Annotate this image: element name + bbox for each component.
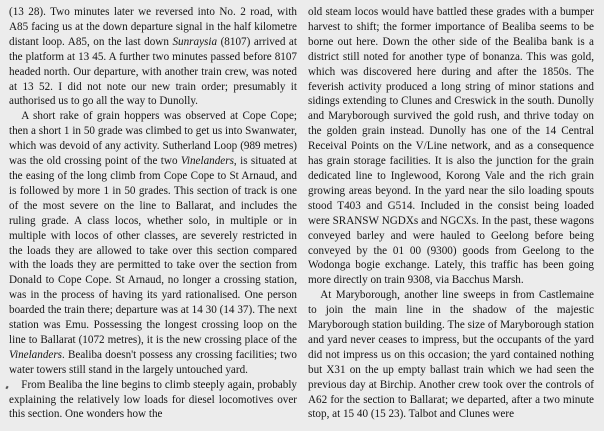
text-run: , is situated at the easing of the long climb from Cope Cope to St Arnaud, and is followed by more 1 in 50 grades. This section of track is one of the most severe on the line to Ballarat, and includes the ruling grade. A class locos, whether solo, in multiple or in multiple with locos of other classes, are severely restricted in the loads they are allowed to take over this section compared with the loads they are permitted to take over the section from Donald to Cope Cope. St Arnaud, no longer a crossing station, was in the process of having its yard rationalised. One person boarded the train there; departure was at 14 30 (14 37). The next station was Emu. Possessing the longest crossing loop on the line to Ballarat (1072 metres), it is the new crossing place of the	[9, 155, 297, 346]
italic-text-run: Sunraysia	[172, 35, 218, 48]
paragraph	[308, 288, 594, 422]
text-run: old steam locos would have battled these grades with a bumper harvest to shift; the former importance of Bealiba seems to be borne out here. Down the other side of the Bealiba bank is a district still noted for another type of bonanza. This was gold, which was discovered here during and after the 1850s. The feverish activity produced a long string of minor stations and sidings extending to Clunes and Creswick in the south. Dunolly and Maryborough survived the gold rush, and thrive today on the golden grain instead. Dunolly has one of the 14 Central Receival Points on the V/Line network, and as a consequence has grain storage facilities. It is also the junction for the grain dedicated line to Inglewood, Korong Vale and the rich grain growing areas beyond. In the yard near the silo loading spouts stood T403 and G514. Included in the consist being loaded were SRANSW NGDXs and NGCXs. In the past, these wagons conveyed barley and were hauled to Geelong before being conveyed by the 01 00 (9300) goods from Geelong to the Wodonga bogie exchange. Lately, this traffic has been going more directly on train 9308, via Bacchus Marsh.	[308, 6, 594, 287]
right-column	[308, 5, 594, 431]
paragraph	[9, 378, 297, 423]
paragraph	[9, 5, 297, 109]
left-column	[9, 5, 297, 431]
text-run: From Bealiba the line begins to climb steeply again, probably explaining the relatively low loads for diesel locomotives over this section. One wonders how the	[9, 378, 297, 421]
text-run: At Maryborough, another line sweeps in from Castlemaine to join the main line in the shadow of the majestic Maryborough station building. The size of Maryborough station and yard never ceases to impress, but the occupants of the yard did not impress us on this occasion; the yard contained nothing but X31 on the up empty ballast train which we had seen the previous day at Birchip. Another crew took over the controls of A62 for the section to Ballarat; we departed, after a two minute stop, at 15 40 (15 23). Talbot and Clunes were	[308, 289, 594, 421]
paragraph	[9, 109, 297, 377]
text-run: . Bealiba doesn't possess any crossing facilities; two water towers still stand in the largely untouched yard.	[9, 348, 297, 376]
text-run: A short rake of grain hoppers was observed at Cope Cope; then a short 1 in 50 grade was climbed to get us into Swanwater, which was devoid of any activity. Sutherland Loop (989 metres) was the old crossing point of the two	[9, 110, 297, 168]
paragraph	[308, 5, 594, 288]
italic-text-run: Vinelanders	[9, 348, 63, 361]
text-run: (8107) arrived at the platform at 13 45. A further two minutes passed before 8107 headed north. Our departure, with another train crew, was noted at 13 52. I did not note our new train order; presumably it authorised us to go all the way to Dunolly.	[9, 35, 297, 108]
text-run: (13 28). Two minutes later we reversed into No. 2 road, with A85 facing us at the down departure signal in the half kilometre distant loop. A85, on the last down	[9, 6, 297, 48]
italic-text-run: Vinelanders	[180, 155, 234, 168]
